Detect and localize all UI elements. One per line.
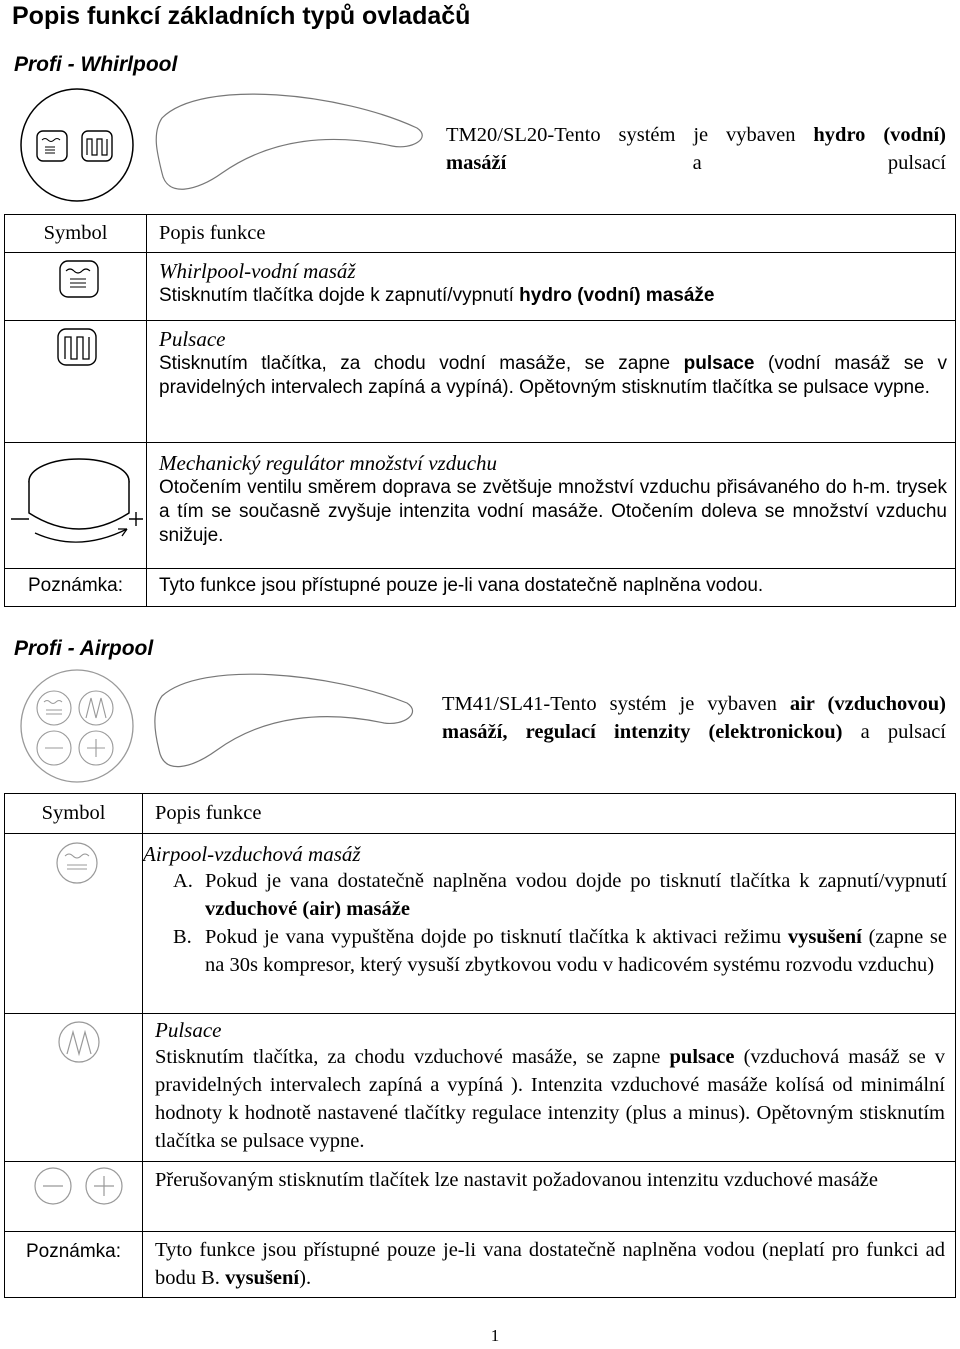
col-header-symbol-label: Symbol	[41, 802, 106, 824]
airpool-intro: TM41/SL41-Tento systém je vybaven air (vzduchovou) masáží, regulací intenzity (elektronickou) a pulsací	[442, 693, 947, 743]
desc-cell-pulse	[147, 321, 956, 443]
note-text: Tyto funkce jsou přístupné pouze je-li vana dostatečně naplněna vodou (neplatí pro funkci ad bodu B. vysušení).	[155, 1239, 945, 1289]
symbol-cell-whirlpool	[5, 253, 147, 321]
row-text: Stisknutím tlačítka, za chodu vzduchové masáže, se zapne pulsace (vzduchová masáž se v pravidelných intervalech zapíná a vypíná ). Intenzita vzduchové masáže kolísá od minimální hodnoty k hodnotě nastavené tlačítky regulace intenzity (plus a minus). Opětovným stisknutím tlačítka se pulsace vypne.	[155, 1046, 946, 1152]
air-regulator-knob-icon	[5, 443, 146, 563]
item-b-label: B.	[173, 926, 192, 948]
airpool-controller-illustration	[12, 668, 442, 788]
col-header-symbol	[5, 215, 147, 253]
col-header-symbol-label: Symbol	[43, 222, 108, 244]
col-header-symbol	[5, 794, 143, 834]
row-title: Mechanický regulátor množství vzduchu	[159, 451, 498, 475]
col-header-desc	[147, 215, 956, 253]
airpool-button-icon	[5, 834, 142, 890]
row-title: Pulsace	[155, 1018, 222, 1042]
row-text: Stisknutím tlačítka dojde k zapnutí/vypnutí hydro (vodní) masáže	[159, 285, 715, 306]
section-title-airpool: Profi - Airpool	[14, 637, 154, 660]
row-title: Whirlpool-vodní masáž	[159, 259, 356, 283]
symbol-cell-knob	[5, 443, 147, 569]
row-title: Pulsace	[159, 327, 226, 351]
desc-cell-air-pulse	[143, 1014, 956, 1162]
symbol-cell-airpool	[5, 834, 143, 1014]
desc-cell-airpool	[143, 834, 956, 1014]
whirlpool-button-icon	[5, 253, 146, 303]
item-a-label: A.	[173, 870, 193, 892]
whirlpool-intro: TM20/SL20-Tento systém je vybaven hydro (vodní) masáží a pulsací	[446, 124, 946, 174]
symbol-cell-pulse	[5, 321, 147, 443]
item-a	[143, 867, 947, 923]
desc-cell-knob	[147, 443, 956, 569]
note-label-cell	[5, 569, 147, 607]
note-text-cell	[143, 1232, 956, 1298]
desc-cell-intensity	[143, 1162, 956, 1232]
desc-cell-whirlpool	[147, 253, 956, 321]
note-label-cell	[5, 1232, 143, 1298]
page-title: Popis funkcí základních typů ovladačů	[12, 2, 471, 30]
airpool-function-table	[4, 793, 956, 1298]
intensity-buttons-icon	[5, 1162, 142, 1212]
row-title: Airpool-vzduchová masáž	[143, 842, 361, 866]
item-b	[143, 923, 947, 979]
page-number: 1	[490, 1326, 500, 1345]
row-text: Otočením ventilu směrem doprava se zvětšuje množství vzduchu přisávaného do h-m. trysek a tím se současně zvyšuje intenzita vodní masáže. Otočením doleva se množství vzduchu snižuje.	[159, 477, 947, 546]
note-text: Tyto funkce jsou přístupné pouze je-li vana dostatečně naplněna vodou.	[159, 575, 764, 596]
item-a-text: Pokud je vana dostatečně naplněna vodou dojde po tisknutí tlačítka k zapnutí/vypnutí vzduchové (air) masáže	[205, 870, 947, 920]
symbol-cell-intensity	[5, 1162, 143, 1232]
note-text-cell	[147, 569, 956, 607]
col-header-desc-label: Popis funkce	[155, 802, 262, 824]
col-header-desc	[143, 794, 956, 834]
whirlpool-controller-illustration	[12, 88, 442, 213]
pulse-button-icon	[5, 321, 146, 369]
row-text: Přerušovaným stisknutím tlačítek lze nastavit požadovanou intenzitu vzduchové masáže	[155, 1169, 878, 1191]
note-label: Poznámka:	[27, 575, 124, 596]
pulse-button-icon	[5, 1014, 142, 1070]
note-label: Poznámka:	[25, 1241, 122, 1262]
section-title-whirlpool: Profi - Whirlpool	[14, 53, 178, 76]
item-b-text: Pokud je vana vypuštěna dojde po tisknutí tlačítka k aktivaci režimu vysušení (zapne se na 30s kompresor, který vysuší zbytkovou vodu v hadicovém systému rozvodu vzduchu)	[205, 926, 948, 976]
col-header-desc-label: Popis funkce	[159, 222, 266, 244]
row-text: Stisknutím tlačítka, za chodu vodní masáže, se zapne pulsace (vodní masáž se v pravidelných intervalech zapíná a vypíná). Opětovným stisknutím tlačítka se pulsace vypne.	[159, 353, 948, 398]
whirlpool-function-table	[4, 214, 956, 607]
symbol-cell-air-pulse	[5, 1014, 143, 1162]
